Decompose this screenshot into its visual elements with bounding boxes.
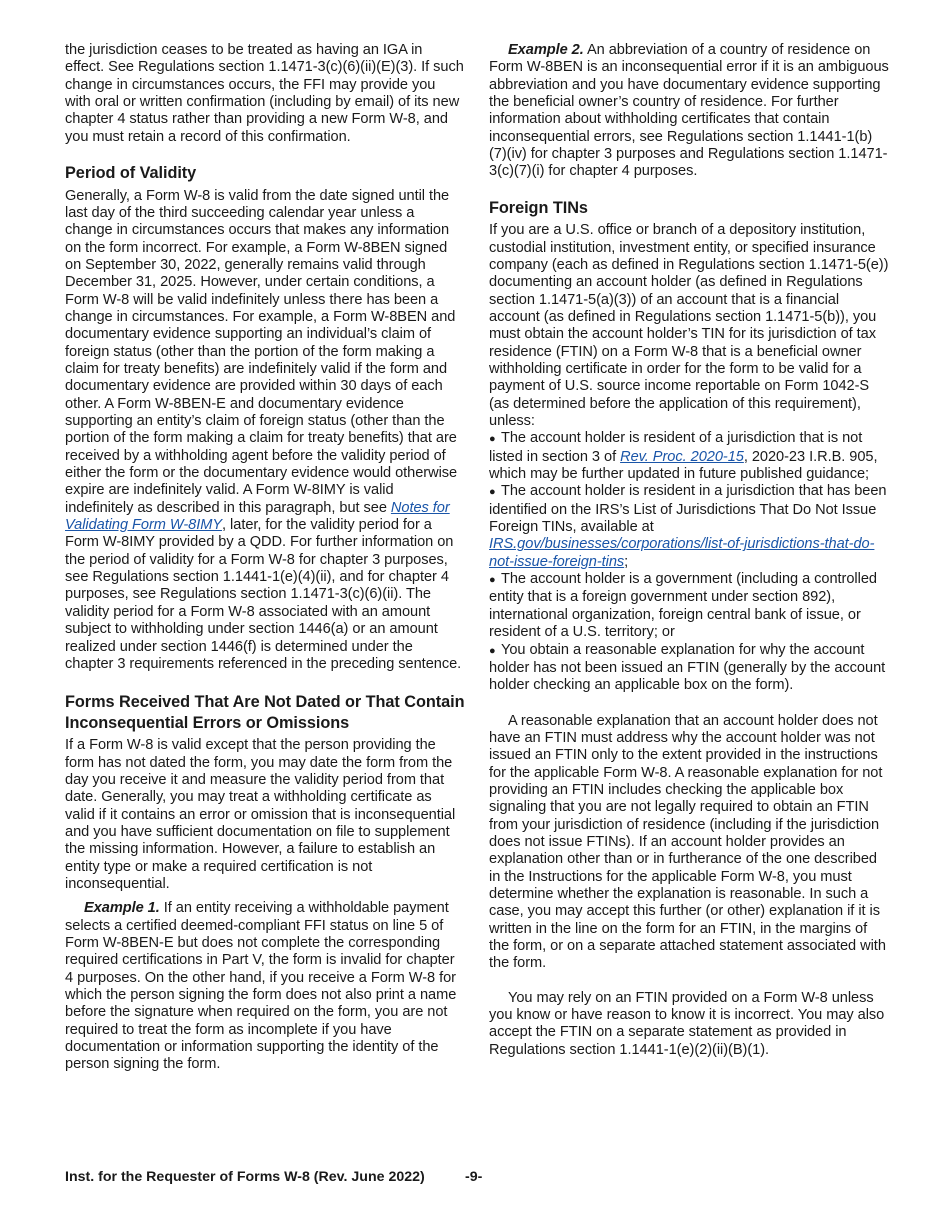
- bullet-4-text: You obtain a reasonable explanation for why the account holder has not been issued an FTIN (generally by the account holder checking an applicable box on the form).: [489, 641, 886, 694]
- bullet-item-2: [489, 483, 889, 571]
- heading-foreign-tins: Foreign TINs: [489, 198, 588, 217]
- intro-paragraph: the jurisdiction ceases to be treated as having an IGA in effect. See Regulations section 1.1471-3(c)(6)(ii)(E)(3). If such change in circumstances occurs, the FFI may provide you with oral or written confirmation (including by email) of its new chapter 4 status rather than providing a new Form W-8, and you must retain a record of this confirmation.: [65, 42, 464, 145]
- bullet-dot-icon: ●: [489, 486, 496, 499]
- bullet-3-text: The account holder is a government (including a controlled entity that is a foreign government under section 892), international organization, foreign central bank of issue, or resident of a U.S. territory; or: [489, 571, 877, 641]
- example-1-paragraph: [65, 900, 465, 1073]
- bullet-dot-icon: ●: [489, 433, 496, 446]
- footer-title: Inst. for the Requester of Forms W-8 (Rev. June 2022): [65, 1169, 425, 1185]
- link-notes-validating-w8imy[interactable]: Notes for Validating Form W-8IMY: [65, 499, 450, 534]
- bullet-item-4: [489, 642, 889, 695]
- validity-text-a: Generally, a Form W-8 is valid from the date signed until the last day of the third succeeding calendar year unless a change in circumstances occurs that makes any information on the form incorrect. For example, a Form W-8BEN signed on September 30, 2022, generally remains valid through December 31, 2025. However, under certain conditions, a Form W-8 will be valid indefinitely unless there has been a change in circumstances. For example, a Form W-8BEN and documentary evidence supporting an individual’s claim of foreign status (other than the portion of the form making a claim for treaty benefits) are indefinitely valid if the form and documentary evidence are provided within 30 days of each other. A Form W-8BEN-E and documentary evidence supporting an entity’s claim of foreign status (other than the portion of the form making a claim for treaty benefits) that are received by a withholding agent before the validity period of either the form or the documentary evidence would otherwise expire are indefinitely valid. A Form W-8IMY is valid indefinitely as described in this paragraph, but see: [65, 187, 458, 516]
- example-1-title: Example 1.: [84, 900, 160, 917]
- bullet-1-text-a: The account holder is resident of a jurisdiction that is not listed in section 3 of: [489, 430, 863, 465]
- link-rev-proc-2020-15[interactable]: Rev. Proc. 2020-15: [620, 448, 744, 465]
- left-column: [65, 42, 465, 1074]
- example-1-text: If an entity receiving a withholdable payment selects a certified deemed-compliant FFI status on line 5 of Form W-8BEN-E but does not complete the corresponding required certifications in Part V, the form is invalid for chapter 4 purposes. On the other hand, if you receive a Form W-8 for which the person signing the form does not also print a name before the signature when required on the form, you are not required to treat the form as incomplete if you have documentation or information supporting the identity of the person signing the form.: [65, 900, 457, 1073]
- example-2-title: Example 2.: [508, 42, 584, 58]
- bullet-dot-icon: ●: [489, 644, 496, 657]
- bullet-item-1: [489, 430, 889, 483]
- validity-paragraph: [65, 188, 465, 674]
- bullet-2-text-a: The account holder is resident in a jurisdiction that has been identified on the IRS’s List of Jurisdictions That Do Not Issue Foreign TINs, available at: [489, 483, 887, 536]
- right-column: [489, 42, 889, 1059]
- bullet-1-text-b: , 2020-23 I.R.B. 905, which may be further updated in future published guidance;: [489, 448, 878, 483]
- example-2-paragraph: [489, 42, 889, 181]
- bullet-dot-icon: ●: [489, 574, 496, 587]
- link-irs-jurisdictions-list[interactable]: IRS.gov/businesses/corporations/list-of-jurisdictions-that-do-not-issue-foreign-tins: [489, 536, 875, 570]
- forms-received-paragraph: If a Form W-8 is valid except that the person providing the form has not dated the form, you may date the form from the day you receive it and measure the validity period from that date. Generally, you may treat a withholding certificate as valid if it contains an error or omission that is inconsequential and you have sufficient documentation on file to supplement the missing information. However, a failure to establish an entity type or make a required certification is not inconsequential.: [65, 737, 456, 892]
- bullet-2-text-b: ;: [624, 553, 629, 570]
- page-number: -9-: [465, 1169, 483, 1185]
- heading-forms-received: Forms Received That Are Not Dated or That Contain Inconsequential Errors or Omissions: [65, 693, 465, 732]
- bullet-item-3: [489, 571, 889, 641]
- foreign-tins-paragraph: If you are a U.S. office or branch of a depository institution, custodial institution, investment entity, or specified insurance company (each as defined in Regulations section 1.1471-5(e)) documenting an account holder (as defined in Regulations section 1.1471-5(a)(3)) of an account that is a financial account (as defined in Regulations section 1.1471-5(b)), you must obtain the account holder’s TIN for its jurisdiction of tax residence (FTIN) on a Form W-8 that is a beneficial owner withholding certificate in order for the form to be valid for a payment of U.S. source income reportable on Form 1042-S (as determined before the application of this requirement), unless:: [489, 222, 889, 430]
- heading-period-of-validity: Period of Validity: [65, 164, 197, 183]
- example-2-text: An abbreviation of a country of residence on Form W-8BEN is an inconsequential error if it is an ambiguous abbreviation and you have documentary evidence supporting the beneficial owner’s country of residence. For further information about withholding certificates that contain inconsequential errors, see Regulations section 1.1441-1(b)(7)(iv) for chapter 3 purposes and Regulations section 1.1471-3(c)(7)(i) for chapter 4 purposes.: [489, 42, 889, 180]
- validity-text-b: , later, for the validity period for a Form W-8IMY provided by a QDD. For further information on the period of validity for a Form W-8 for chapter 3 purposes, see Regulations section 1.1441-1(e)(4)(ii), and for chapter 4 purposes, see Regulations section 1.1471-3(c)(6)(ii). The validity period for a Form W-8 associated with an amount subject to withholding under section 1446(a) or an amount realized under section 1446(f) is determined under the chapter 3 requirements referenced in the preceding sentence.: [65, 517, 462, 672]
- explanation-paragraph: A reasonable explanation that an account holder does not have an FTIN must address why the account holder was not issued an FTIN only to the extent provided in the instructions for the applicable Form W-8. A reasonable explanation for not providing an FTIN includes checking the applicable box signaling that you are not legally required to obtain an FTIN from your jurisdiction of residence (including if the jurisdiction does not issue FTINs). If an account holder provides an explanation other than or in furtherance of the one described in the Instructions for the applicable Form W-8, you must determine whether the explanation is reasonable. In such a case, you may accept this further (or other) explanation if it is written in the line on the form for an FTIN, in the margins of the form, or on a separate attached statement associated with the form.: [489, 712, 886, 972]
- rely-paragraph: You may rely on an FTIN provided on a Form W-8 unless you know or have reason to know it is incorrect. You may also accept the FTIN on a separate statement as provided in Regulations section 1.1441-1(e)(2)(ii)(B)(1).: [489, 989, 885, 1058]
